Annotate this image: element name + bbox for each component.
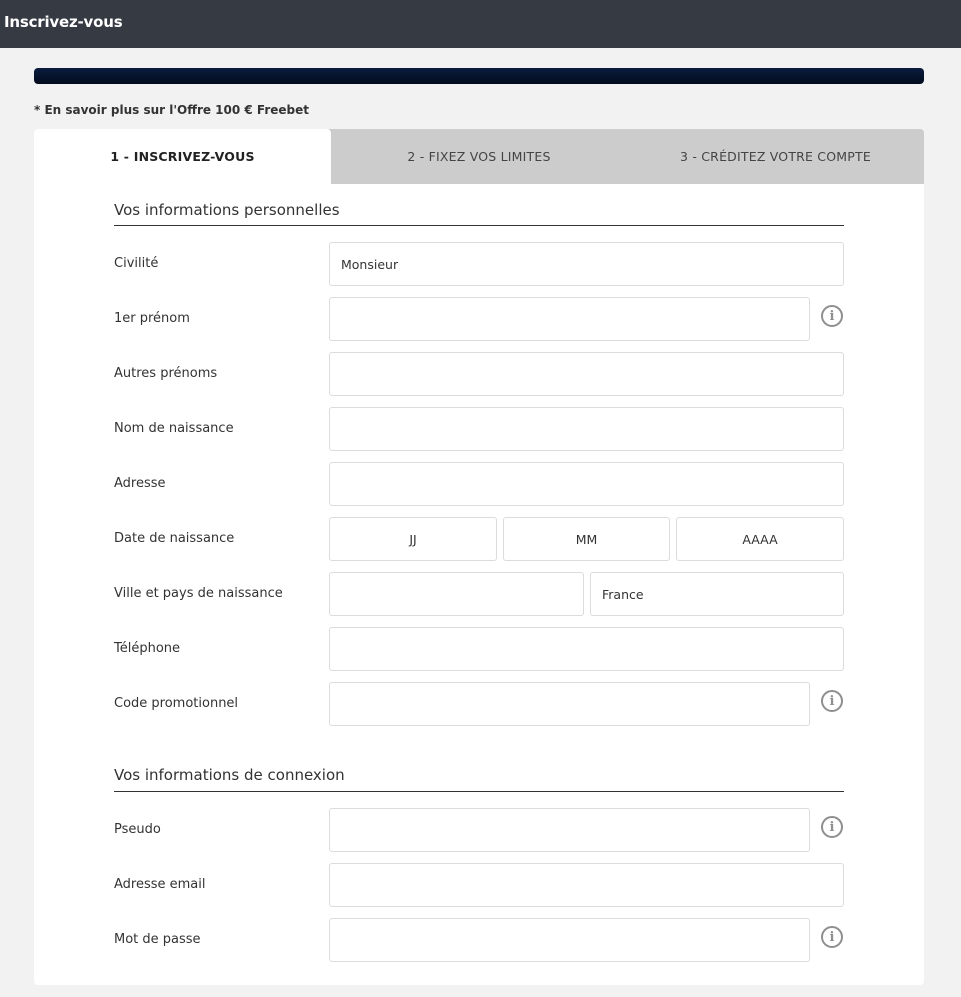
email-input[interactable]	[329, 863, 844, 907]
date-year-input[interactable]: AAAA	[676, 517, 844, 561]
autres-prenoms-input[interactable]	[329, 352, 844, 396]
label-nom-naissance: Nom de naissance	[114, 421, 234, 436]
section-divider	[114, 791, 844, 792]
tab-fixez-limites[interactable]: 2 - FIXEZ VOS LIMITES	[407, 149, 551, 164]
info-icon[interactable]: i	[821, 305, 843, 327]
label-date-naissance: Date de naissance	[114, 531, 235, 546]
page-title: Inscrivez-vous	[4, 13, 123, 31]
label-pseudo: Pseudo	[114, 822, 161, 837]
date-month-input[interactable]: MM	[503, 517, 670, 561]
label-ville-pays: Ville et pays de naissance	[114, 586, 283, 601]
code-promo-input[interactable]	[329, 682, 810, 726]
pseudo-input[interactable]	[329, 808, 810, 852]
info-icon[interactable]: i	[821, 926, 843, 948]
password-input[interactable]	[329, 918, 810, 962]
label-autres-prenoms: Autres prénoms	[114, 366, 218, 381]
label-prenom: 1er prénom	[114, 311, 190, 326]
prenom-input[interactable]	[329, 297, 810, 341]
section-title-personal: Vos informations personnelles	[114, 201, 340, 219]
label-email: Adresse email	[114, 877, 206, 892]
pays-naissance-select[interactable]: France	[590, 572, 844, 616]
date-day-input[interactable]: JJ	[329, 517, 497, 561]
section-title-connexion: Vos informations de connexion	[114, 766, 345, 784]
ville-naissance-input[interactable]	[329, 572, 584, 616]
tab-inscrivez-vous[interactable]: 1 - INSCRIVEZ-VOUS	[34, 129, 331, 184]
step-tabs	[34, 129, 924, 184]
progress-bar	[34, 68, 924, 84]
civilite-select[interactable]: Monsieur	[329, 242, 844, 286]
section-divider	[114, 225, 844, 226]
offer-link[interactable]: * En savoir plus sur l'Offre 100 € Freebet	[34, 103, 310, 117]
telephone-input[interactable]	[329, 627, 844, 671]
top-bar	[0, 0, 961, 48]
label-mot-de-passe: Mot de passe	[114, 932, 201, 947]
label-adresse: Adresse	[114, 476, 166, 491]
info-icon[interactable]: i	[821, 690, 843, 712]
adresse-input[interactable]	[329, 462, 844, 506]
label-telephone: Téléphone	[114, 641, 181, 656]
tab-creditez-compte[interactable]: 3 - CRÉDITEZ VOTRE COMPTE	[680, 149, 871, 164]
label-civilite: Civilité	[114, 256, 159, 271]
label-code-promo: Code promotionnel	[114, 696, 239, 711]
info-icon[interactable]: i	[821, 816, 843, 838]
nom-naissance-input[interactable]	[329, 407, 844, 451]
